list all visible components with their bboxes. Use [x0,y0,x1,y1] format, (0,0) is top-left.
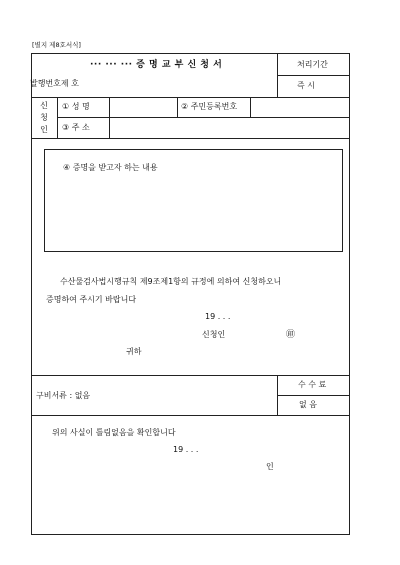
applicant-col4 [250,97,251,118]
content-box-label: ④ 증명을 받고자 하는 내용 [63,163,158,172]
seal-mark: ㊞ [286,330,296,340]
applicant-mid [57,117,349,118]
statement-line2: 증명하여 주시기 바랍니다 [46,295,137,304]
form-id: [별지 제8호서식] [32,41,81,49]
processing-divider [277,75,349,76]
addressee-label: 귀하 [126,347,142,356]
confirmation-text: 위의 사실이 틀림없음을 확인합니다 [52,428,176,437]
confirmation-date: 19 . . . [173,445,199,454]
statement-line1: 수산물검사법시행규칙 제9조제1항의 규정에 의하여 신청하오니 [60,277,282,286]
outer-border-left [31,53,32,535]
fee-value: 없 음 [299,400,317,409]
processing-period-label: 처리기간 [297,60,328,69]
name-label: ① 성 명 [62,102,90,111]
statement-date: 19 . . . [205,312,231,321]
address-label: ③ 주 소 [62,123,90,132]
attachments-bottom [31,415,350,416]
applicant-top [31,97,350,98]
attachments-top [31,375,350,376]
confirmation-signer: 인 [266,462,274,471]
applicant-group-label: 신 청 인 [40,101,48,134]
form-title: ··· ··· ··· 증 명 교 부 신 청 서 [90,60,223,70]
issue-number-label: 발행번호제 호 [30,79,79,88]
processing-period-value: 즉 시 [297,81,315,90]
content-box[interactable] [44,149,343,252]
fee-divider [277,395,349,396]
applicant-col2 [109,97,110,139]
outer-border-bottom [31,534,350,535]
fee-label: 수 수 료 [298,380,327,389]
applicant-col3 [177,97,178,118]
applicant-signature-label: 신청인 [202,330,226,339]
applicant-bottom [31,138,350,139]
applicant-col1 [57,97,58,139]
fee-column [277,375,278,416]
resident-number-label: ② 주민등록번호 [181,102,238,111]
outer-border-top [31,53,350,54]
outer-border-right [349,53,350,535]
attachments-label: 구비서류 : 없음 [36,391,91,400]
